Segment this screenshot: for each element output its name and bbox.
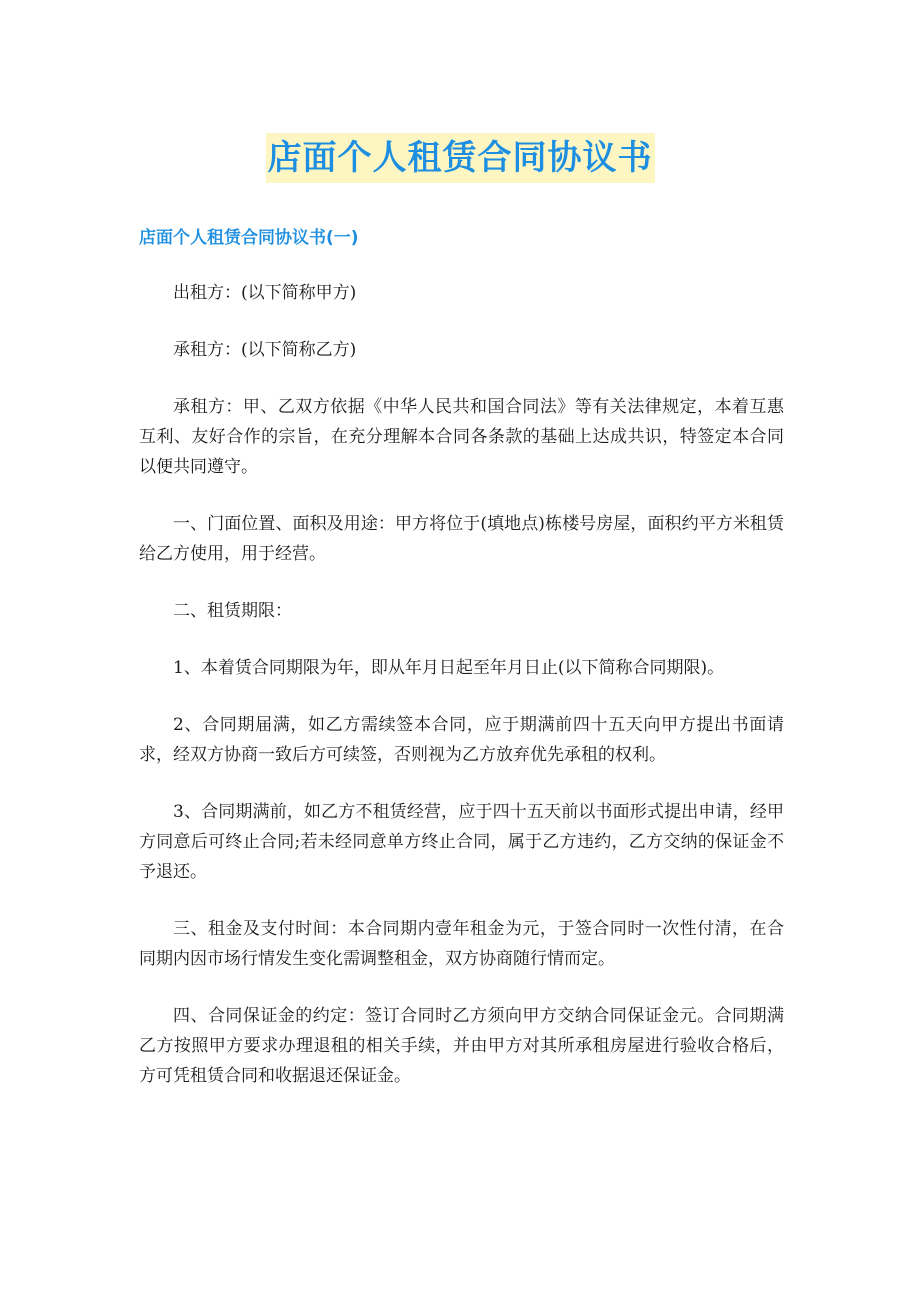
paragraph-term-item-2: 2、合同期届满，如乙方需续签本合同，应于期满前四十五天向甲方提出书面请求，经双方协商一致后方可续签，否则视为乙方放弃优先承租的权利。 <box>139 715 784 765</box>
paragraph-clause-3-rent: 三、租金及支付时间：本合同期内壹年租金为元，于签合同时一次性付清，在合同期内因市场行情发生变化需调整租金，双方协商随行情而定。 <box>139 919 784 969</box>
paragraph-preamble: 承租方：甲、乙双方依据《中华人民共和国合同法》等有关法律规定，本着互惠互利、友好合作的宗旨，在充分理解本合同各条款的基础上达成共识，特签定本合同以便共同遵守。 <box>139 397 784 477</box>
paragraph-clause-4-deposit: 四、合同保证金的约定：签订合同时乙方须向甲方交纳合同保证金元。合同期满乙方按照甲方要求办理退租的相关手续，并由甲方对其所承租房屋进行验收合格后，方可凭租赁合同和收据退还保证金。 <box>139 1006 784 1086</box>
section-heading: 店面个人租赁合同协议书(一) <box>139 228 359 248</box>
document-title: 店面个人租赁合同协议书 <box>266 133 655 183</box>
paragraph-clause-1-location: 一、门面位置、面积及用途：甲方将位于(填地点)栋楼号房屋，面积约平方米租赁给乙方使用，用于经营。 <box>139 514 784 564</box>
title-container <box>0 133 920 183</box>
paragraph-lessor: 出租方：(以下简称甲方) <box>173 283 357 303</box>
document-body <box>139 278 784 1118</box>
paragraph-lessee: 承租方：(以下简称乙方) <box>173 340 357 360</box>
paragraph-clause-2-term: 二、租赁期限： <box>173 601 292 621</box>
paragraph-term-item-1: 1、本着赁合同期限为年，即从年月日起至年月日止(以下简称合同期限)。 <box>173 658 725 678</box>
paragraph-term-item-3: 3、合同期满前，如乙方不租赁经营，应于四十五天前以书面形式提出申请，经甲方同意后可终止合同;若未经同意单方终止合同，属于乙方违约，乙方交纳的保证金不予退还。 <box>139 802 784 882</box>
